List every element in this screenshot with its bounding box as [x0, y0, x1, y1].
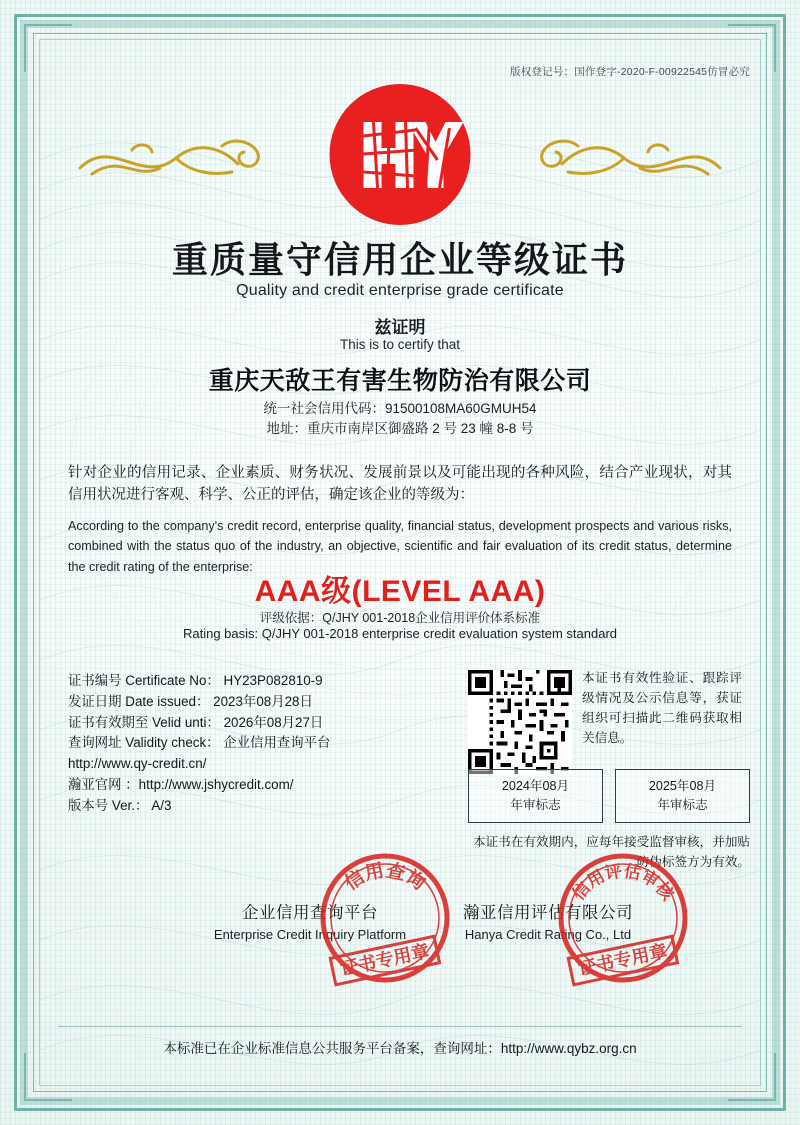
seal-top-text: 信用查询	[341, 860, 429, 895]
certificate-info-list	[68, 671, 468, 816]
certificate-title-cn: 重质量守信用企业等级证书	[171, 239, 628, 280]
logo-area	[50, 82, 750, 232]
organization-name-cn: 企业信用查询平台	[242, 904, 378, 922]
official-seal-1	[310, 843, 460, 993]
company-address: 地址：重庆市南岸区御盛路 2 号 23 幢 8-8 号	[266, 421, 534, 436]
footer-divider	[58, 1026, 742, 1027]
seal-bottom-text: 证书专用章	[338, 940, 431, 980]
info-label-cn: 证书编号	[68, 673, 122, 688]
info-label-cn: 版本号	[68, 797, 109, 813]
info-row-date-issued	[68, 692, 468, 713]
info-row-certificate-no	[68, 671, 468, 692]
annual-review-boxes	[468, 769, 750, 823]
certify-text-cn: 兹证明	[374, 318, 426, 337]
company-logo	[330, 84, 471, 225]
annual-review-box-2025	[615, 769, 750, 823]
certify-text-en: This is to certify that	[339, 337, 461, 352]
annual-review-note: 本证书在有效期内，应每年接受监督审核，并加贴防伪标签方为有效。	[472, 835, 750, 870]
seal-bottom-text: 证书专用章	[576, 940, 669, 980]
company-uscc: 统一社会信用代码：91500108MA60GMUH54	[263, 401, 537, 416]
qr-code-description: 本证书有效性验证、跟踪评级情况及公示信息等，获证组织可扫描此二维码获取相关信息。	[582, 671, 742, 746]
official-seal-2	[548, 843, 698, 993]
footer-note: 本标准已在企业标准信息公共服务平台备案，查询网址：http://www.qybz.org.cn	[163, 1041, 637, 1056]
info-label-cn: 查询网址	[68, 735, 122, 751]
info-label-en: Validity check：	[125, 735, 220, 751]
evaluation-paragraph-cn: 针对企业的信用记录、企业素质、财务状况、发展前景以及可能出现的各种风险，结合产业现状，对其信用状况进行客观、科学、公正的评估，确定该企业的等级为：	[68, 465, 732, 504]
seal-top-text: 信用评估审核	[568, 861, 678, 904]
annual-review-date: 2025年08月	[648, 779, 717, 794]
info-value: HY23P082810-9	[223, 673, 323, 688]
certificate-title-en: Quality and credit enterprise grade certificate	[236, 282, 564, 299]
flourish-ornament-right	[518, 124, 728, 194]
company-name: 重庆天敌王有害生物防治有限公司	[208, 367, 592, 395]
annual-review-date: 2024年08月	[501, 779, 570, 794]
evaluation-paragraph-en: According to the company's credit record, enterprise quality, financial status, development prospects and various risks, combined with the status quo of the industry, an objective, scientific and fair evaluation of its credit status, determine the credit rating of the enterprise:	[68, 519, 732, 574]
info-label-cn: 发证日期	[68, 693, 122, 709]
credit-rating-level: AAA级(LEVEL AAA)	[254, 575, 546, 608]
info-row-validity-url[interactable]	[68, 754, 468, 775]
info-row-validity-check	[68, 733, 468, 754]
hy-monogram-icon	[330, 84, 471, 225]
info-row-official-site[interactable]	[68, 775, 468, 796]
info-value: 企业信用查询平台	[223, 735, 331, 751]
rating-basis-en: Rating basis: Q/JHY 001-2018 enterprise credit evaluation system standard	[182, 626, 618, 641]
official-site-url[interactable]: ：http://www.jshycredit.com/	[125, 776, 294, 792]
info-label-cn: 瀚亚官网	[68, 776, 122, 792]
organization-name-en: Enterprise Credit Inquiry Platform	[213, 927, 407, 942]
qr-code-icon[interactable]	[468, 670, 572, 774]
qr-code[interactable]	[468, 670, 572, 774]
certificate-content	[50, 46, 750, 1079]
validity-check-url[interactable]: http://www.qy-credit.cn/	[68, 756, 207, 772]
info-label-en: Ver.：	[111, 797, 149, 813]
info-value: 2026年08月27日	[223, 714, 324, 730]
red-seal-icon	[548, 843, 698, 993]
flourish-ornament-left	[72, 124, 282, 194]
info-label-en: Date issued：	[125, 693, 210, 709]
info-label-cn: 证书有效期至	[68, 714, 149, 730]
info-value: 2023年08月28日	[213, 693, 313, 709]
rating-basis-cn: 评级依据：Q/JHY 001-2018企业信用评价体系标准	[259, 611, 541, 625]
info-row-valid-until	[68, 713, 468, 734]
copyright-registration-line: 版权登记号：国作登字-2020-F-00922545仿冒必究	[510, 66, 750, 78]
organization-name-cn: 瀚亚信用评估有限公司	[463, 904, 633, 922]
info-row-version	[68, 796, 468, 817]
seal-signature-area	[50, 851, 750, 980]
annual-review-label: 年审标志	[510, 798, 561, 812]
info-label-en: Certificate No：	[125, 673, 220, 688]
info-label-en: Velid unti：	[152, 714, 220, 730]
red-seal-icon	[310, 843, 460, 993]
info-value: A/3	[151, 797, 172, 813]
organization-name-en: Hanya Credit Rating Co., Ltd	[464, 927, 632, 942]
annual-review-label: 年审标志	[657, 798, 708, 812]
annual-review-box-2024	[468, 769, 603, 823]
